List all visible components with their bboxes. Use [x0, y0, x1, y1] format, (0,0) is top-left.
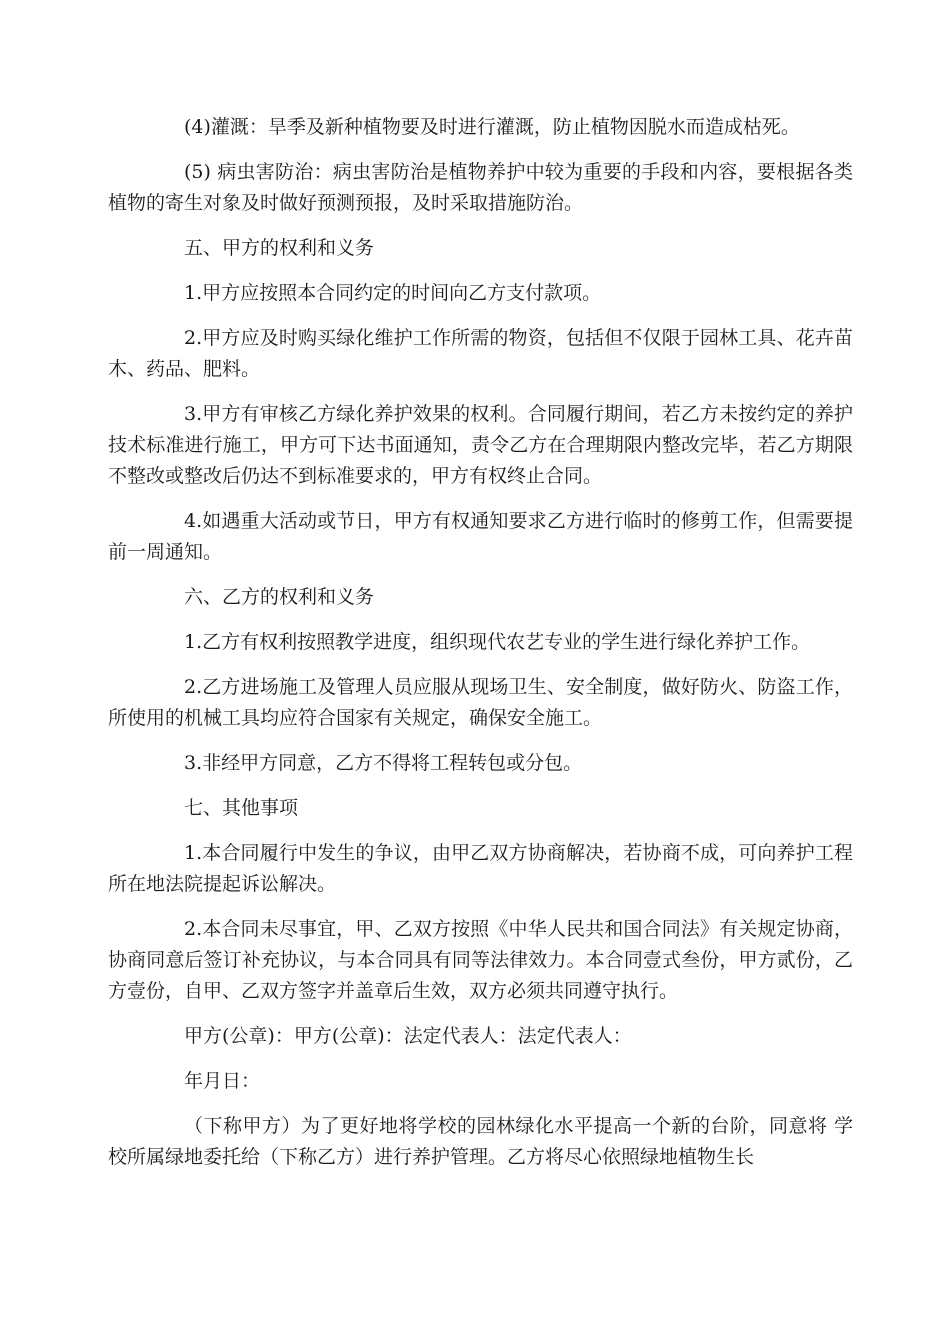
paragraph-party-a-3: 3.甲方有审核乙方绿化养护效果的权利。合同履行期间，若乙方未按约定的养护技术标准进行施工，甲方可下达书面通知，责令乙方在合理期限内整改完毕，若乙方期限不整改或整改后仍达不到标准要求的，甲方有权终止合同。 — [108, 403, 853, 487]
paragraph-party-a-1: 1.甲方应按照本合同约定的时间向乙方支付款项。 — [184, 282, 602, 304]
document-body — [108, 112, 853, 1187]
date-line: 年月日： — [184, 1070, 261, 1092]
paragraph-preamble: （下称甲方）为了更好地将学校的园林绿化水平提高一个新的台阶，同意将 学校所属绿地委托给（下称乙方）进行养护管理。乙方将尽心依照绿地植物生长 — [108, 1115, 853, 1168]
paragraph-party-b-1: 1.乙方有权利按照教学进度，组织现代农艺专业的学生进行绿化养护工作。 — [184, 631, 811, 653]
signature-line: 甲方(公章)：甲方(公章)：法定代表人：法定代表人： — [184, 1025, 632, 1047]
paragraph-party-b-2: 2.乙方进场施工及管理人员应服从现场卫生、安全制度，做好防火、防盗工作，所使用的机械工具均应符合国家有关规定，确保安全施工。 — [108, 676, 853, 729]
paragraph-party-b-3: 3.非经甲方同意，乙方不得将工程转包或分包。 — [184, 752, 583, 774]
section-heading-other: 七、其他事项 — [184, 797, 299, 819]
paragraph-other-1: 1.本合同履行中发生的争议，由甲乙双方协商解决，若协商不成，可向养护工程所在地法院提起诉讼解决。 — [108, 842, 853, 895]
paragraph-pest-control: (5) 病虫害防治：病虫害防治是植物养护中较为重要的手段和内容，要根据各类植物的寄生对象及时做好预测预报，及时采取措施防治。 — [108, 161, 853, 214]
paragraph-other-2: 2.本合同未尽事宜，甲、乙双方按照《中华人民共和国合同法》有关规定协商，协商同意后签订补充协议，与本合同具有同等法律效力。本合同壹式叁份，甲方贰份，乙方壹份，自甲、乙双方签字并盖章后生效，双方必须共同遵守执行。 — [108, 918, 853, 1002]
section-heading-party-a: 五、甲方的权利和义务 — [184, 237, 375, 259]
paragraph-party-a-4: 4.如遇重大活动或节日，甲方有权通知要求乙方进行临时的修剪工作，但需要提前一周通知。 — [108, 510, 853, 563]
section-heading-party-b: 六、乙方的权利和义务 — [184, 586, 375, 608]
paragraph-irrigation: (4)灌溉：旱季及新种植物要及时进行灌溉，防止植物因脱水而造成枯死。 — [184, 116, 800, 138]
paragraph-party-a-2: 2.甲方应及时购买绿化维护工作所需的物资，包括但不仅限于园林工具、花卉苗木、药品、肥料。 — [108, 327, 853, 380]
